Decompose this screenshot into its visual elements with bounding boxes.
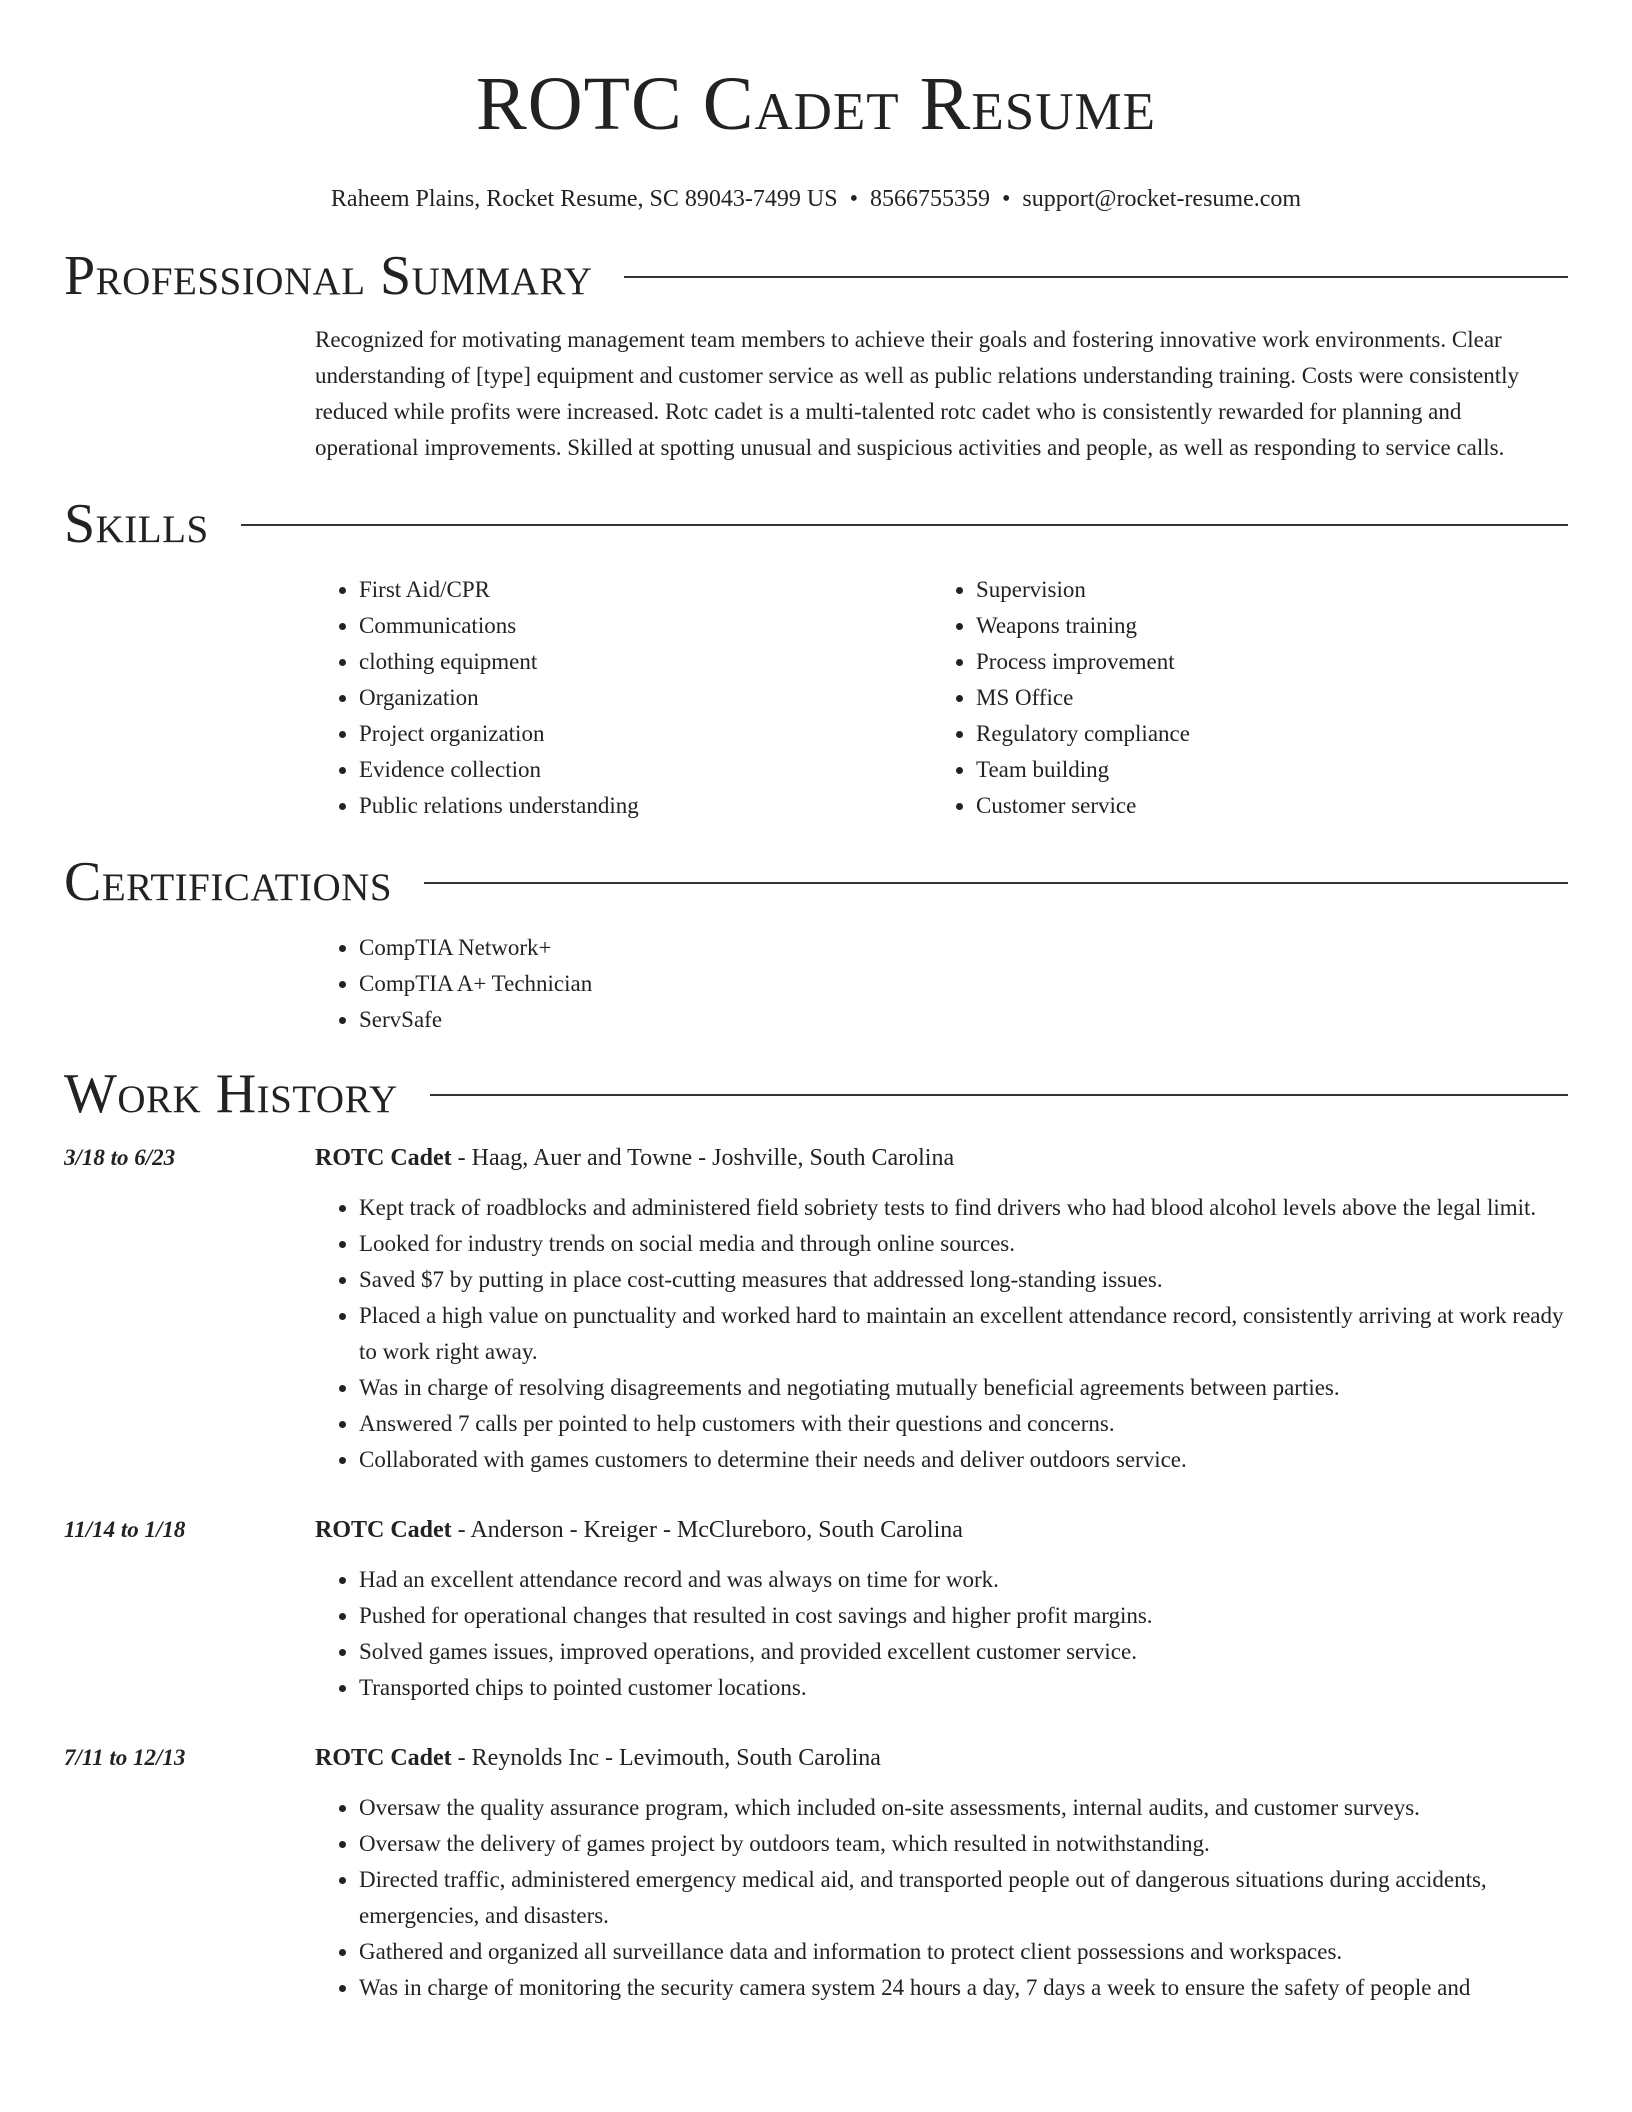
summary-section-header bbox=[64, 244, 1568, 308]
job-title: ROTC Cadet bbox=[315, 1745, 452, 1771]
certifications-section bbox=[315, 930, 1568, 1038]
job-bullets bbox=[315, 1190, 1568, 1478]
job-details bbox=[315, 1512, 1568, 1706]
certifications-heading: Certifications bbox=[64, 851, 393, 913]
skill-item: • Weapons training bbox=[976, 608, 1549, 644]
job-title: ROTC Cadet bbox=[315, 1145, 452, 1171]
job-bullet: • Kept track of roadblocks and administered field sobriety tests to find drivers who had blood alcohol levels above the legal limit. bbox=[359, 1190, 1568, 1226]
job-bullet: • Solved games issues, improved operations, and provided excellent customer service. bbox=[359, 1634, 1568, 1670]
skills-section-header bbox=[64, 492, 1568, 556]
job-bullet: • Was in charge of monitoring the security camera system 24 hours a day, 7 days a week to ensure the safety of people and bbox=[359, 1970, 1568, 2006]
certifications-list bbox=[315, 930, 1568, 1038]
job-bullet: • Directed traffic, administered emergency medical aid, and transported people out of dangerous situations during accidents, emergencies, and disasters. bbox=[359, 1862, 1568, 1934]
job-title-line bbox=[315, 1740, 1568, 1776]
skill-item: • Public relations understanding bbox=[359, 788, 932, 824]
skill-item: • Process improvement bbox=[976, 644, 1549, 680]
job-details bbox=[315, 1740, 1568, 2006]
job-entry bbox=[64, 1512, 1568, 1706]
skills-list-left bbox=[315, 572, 932, 824]
contact-email: support@rocket-resume.com bbox=[1022, 186, 1302, 212]
job-bullet: • Oversaw the quality assurance program, which included on-site assessments, internal audits, and customer surveys. bbox=[359, 1790, 1568, 1826]
skills-list-right bbox=[932, 572, 1549, 824]
job-bullet: • Saved $7 by putting in place cost-cutting measures that addressed long-standing issues. bbox=[359, 1262, 1568, 1298]
skill-item: • Regulatory compliance bbox=[976, 716, 1549, 752]
resume-title: ROTC Cadet Resume bbox=[476, 62, 1156, 146]
certification-item: • CompTIA A+ Technician bbox=[359, 966, 1568, 1002]
section-divider bbox=[430, 1094, 1568, 1096]
certification-item: • CompTIA Network+ bbox=[359, 930, 1568, 966]
skills-heading: Skills bbox=[64, 493, 209, 555]
section-divider bbox=[241, 524, 1568, 526]
job-employer: - Anderson - Kreiger - McClureboro, South Carolina bbox=[451, 1517, 963, 1543]
skill-item: • Communications bbox=[359, 608, 932, 644]
certification-item: • ServSafe bbox=[359, 1002, 1568, 1038]
job-dates: 7/11 to 12/13 bbox=[64, 1745, 186, 1770]
job-bullet: • Placed a high value on punctuality and worked hard to maintain an excellent attendance record, consistently arriving at work ready to work right away. bbox=[359, 1298, 1568, 1370]
job-bullet: • Collaborated with games customers to determine their needs and deliver outdoors service. bbox=[359, 1442, 1568, 1478]
job-dates: 3/18 to 6/23 bbox=[64, 1145, 176, 1170]
job-title-line bbox=[315, 1512, 1568, 1548]
skill-item: • Evidence collection bbox=[359, 752, 932, 788]
job-bullets bbox=[315, 1562, 1568, 1706]
section-divider bbox=[624, 276, 1568, 278]
job-entry bbox=[64, 1740, 1568, 2006]
skill-item: • First Aid/CPR bbox=[359, 572, 932, 608]
job-bullet: • Was in charge of resolving disagreements and negotiating mutually beneficial agreements between parties. bbox=[359, 1370, 1568, 1406]
job-bullet: • Transported chips to pointed customer locations. bbox=[359, 1670, 1568, 1706]
skill-item: • Organization bbox=[359, 680, 932, 716]
contact-separator: • bbox=[1001, 186, 1011, 212]
skill-item: • clothing equipment bbox=[359, 644, 932, 680]
job-entry bbox=[64, 1140, 1568, 1478]
skill-item: • MS Office bbox=[976, 680, 1549, 716]
job-bullets bbox=[315, 1790, 1568, 2006]
job-title: ROTC Cadet bbox=[315, 1517, 452, 1543]
summary-text: Recognized for motivating management team members to achieve their goals and fostering innovative work environments. Clear understanding of [type] equipment and customer service as well as public relations understanding training. Costs were consistently reduced while profits were increased. Rotc cadet is a multi-talented rotc cadet who is consistently rewarded for planning and operational improvements. Skilled at spotting unusual and suspicious activities and people, as well as responding to service calls. bbox=[315, 327, 1520, 460]
job-bullet: • Gathered and organized all surveillance data and information to protect client possessions and workspaces. bbox=[359, 1934, 1568, 1970]
skills-section bbox=[315, 572, 1568, 824]
contact-address: Raheem Plains, Rocket Resume, SC 89043-7499 US bbox=[330, 186, 838, 212]
section-divider bbox=[424, 882, 1568, 884]
contact-line bbox=[64, 184, 1568, 214]
resume-page bbox=[64, 0, 1568, 2006]
job-title-line bbox=[315, 1140, 1568, 1176]
job-bullet: • Answered 7 calls per pointed to help customers with their questions and concerns. bbox=[359, 1406, 1568, 1442]
summary-section bbox=[315, 322, 1568, 466]
job-bullet: • Oversaw the delivery of games project by outdoors team, which resulted in notwithstanding. bbox=[359, 1826, 1568, 1862]
skill-item: • Project organization bbox=[359, 716, 932, 752]
job-bullet: • Had an excellent attendance record and was always on time for work. bbox=[359, 1562, 1568, 1598]
job-bullet: • Pushed for operational changes that resulted in cost savings and higher profit margins. bbox=[359, 1598, 1568, 1634]
job-employer: - Reynolds Inc - Levimouth, South Carolina bbox=[451, 1745, 881, 1771]
work-history-heading: Work History bbox=[64, 1063, 398, 1125]
contact-phone: 8566755359 bbox=[869, 186, 990, 212]
skill-item: • Team building bbox=[976, 752, 1549, 788]
summary-heading: Professional Summary bbox=[64, 245, 593, 307]
job-dates: 11/14 to 1/18 bbox=[64, 1517, 186, 1542]
skill-item: • Supervision bbox=[976, 572, 1549, 608]
work-history-section-header bbox=[64, 1062, 1568, 1126]
job-employer: - Haag, Auer and Towne - Joshville, South Carolina bbox=[451, 1145, 955, 1171]
contact-separator: • bbox=[849, 186, 858, 212]
job-details bbox=[315, 1140, 1568, 1478]
skill-item: • Customer service bbox=[976, 788, 1549, 824]
job-bullet: • Looked for industry trends on social media and through online sources. bbox=[359, 1226, 1568, 1262]
certifications-section-header bbox=[64, 850, 1568, 914]
